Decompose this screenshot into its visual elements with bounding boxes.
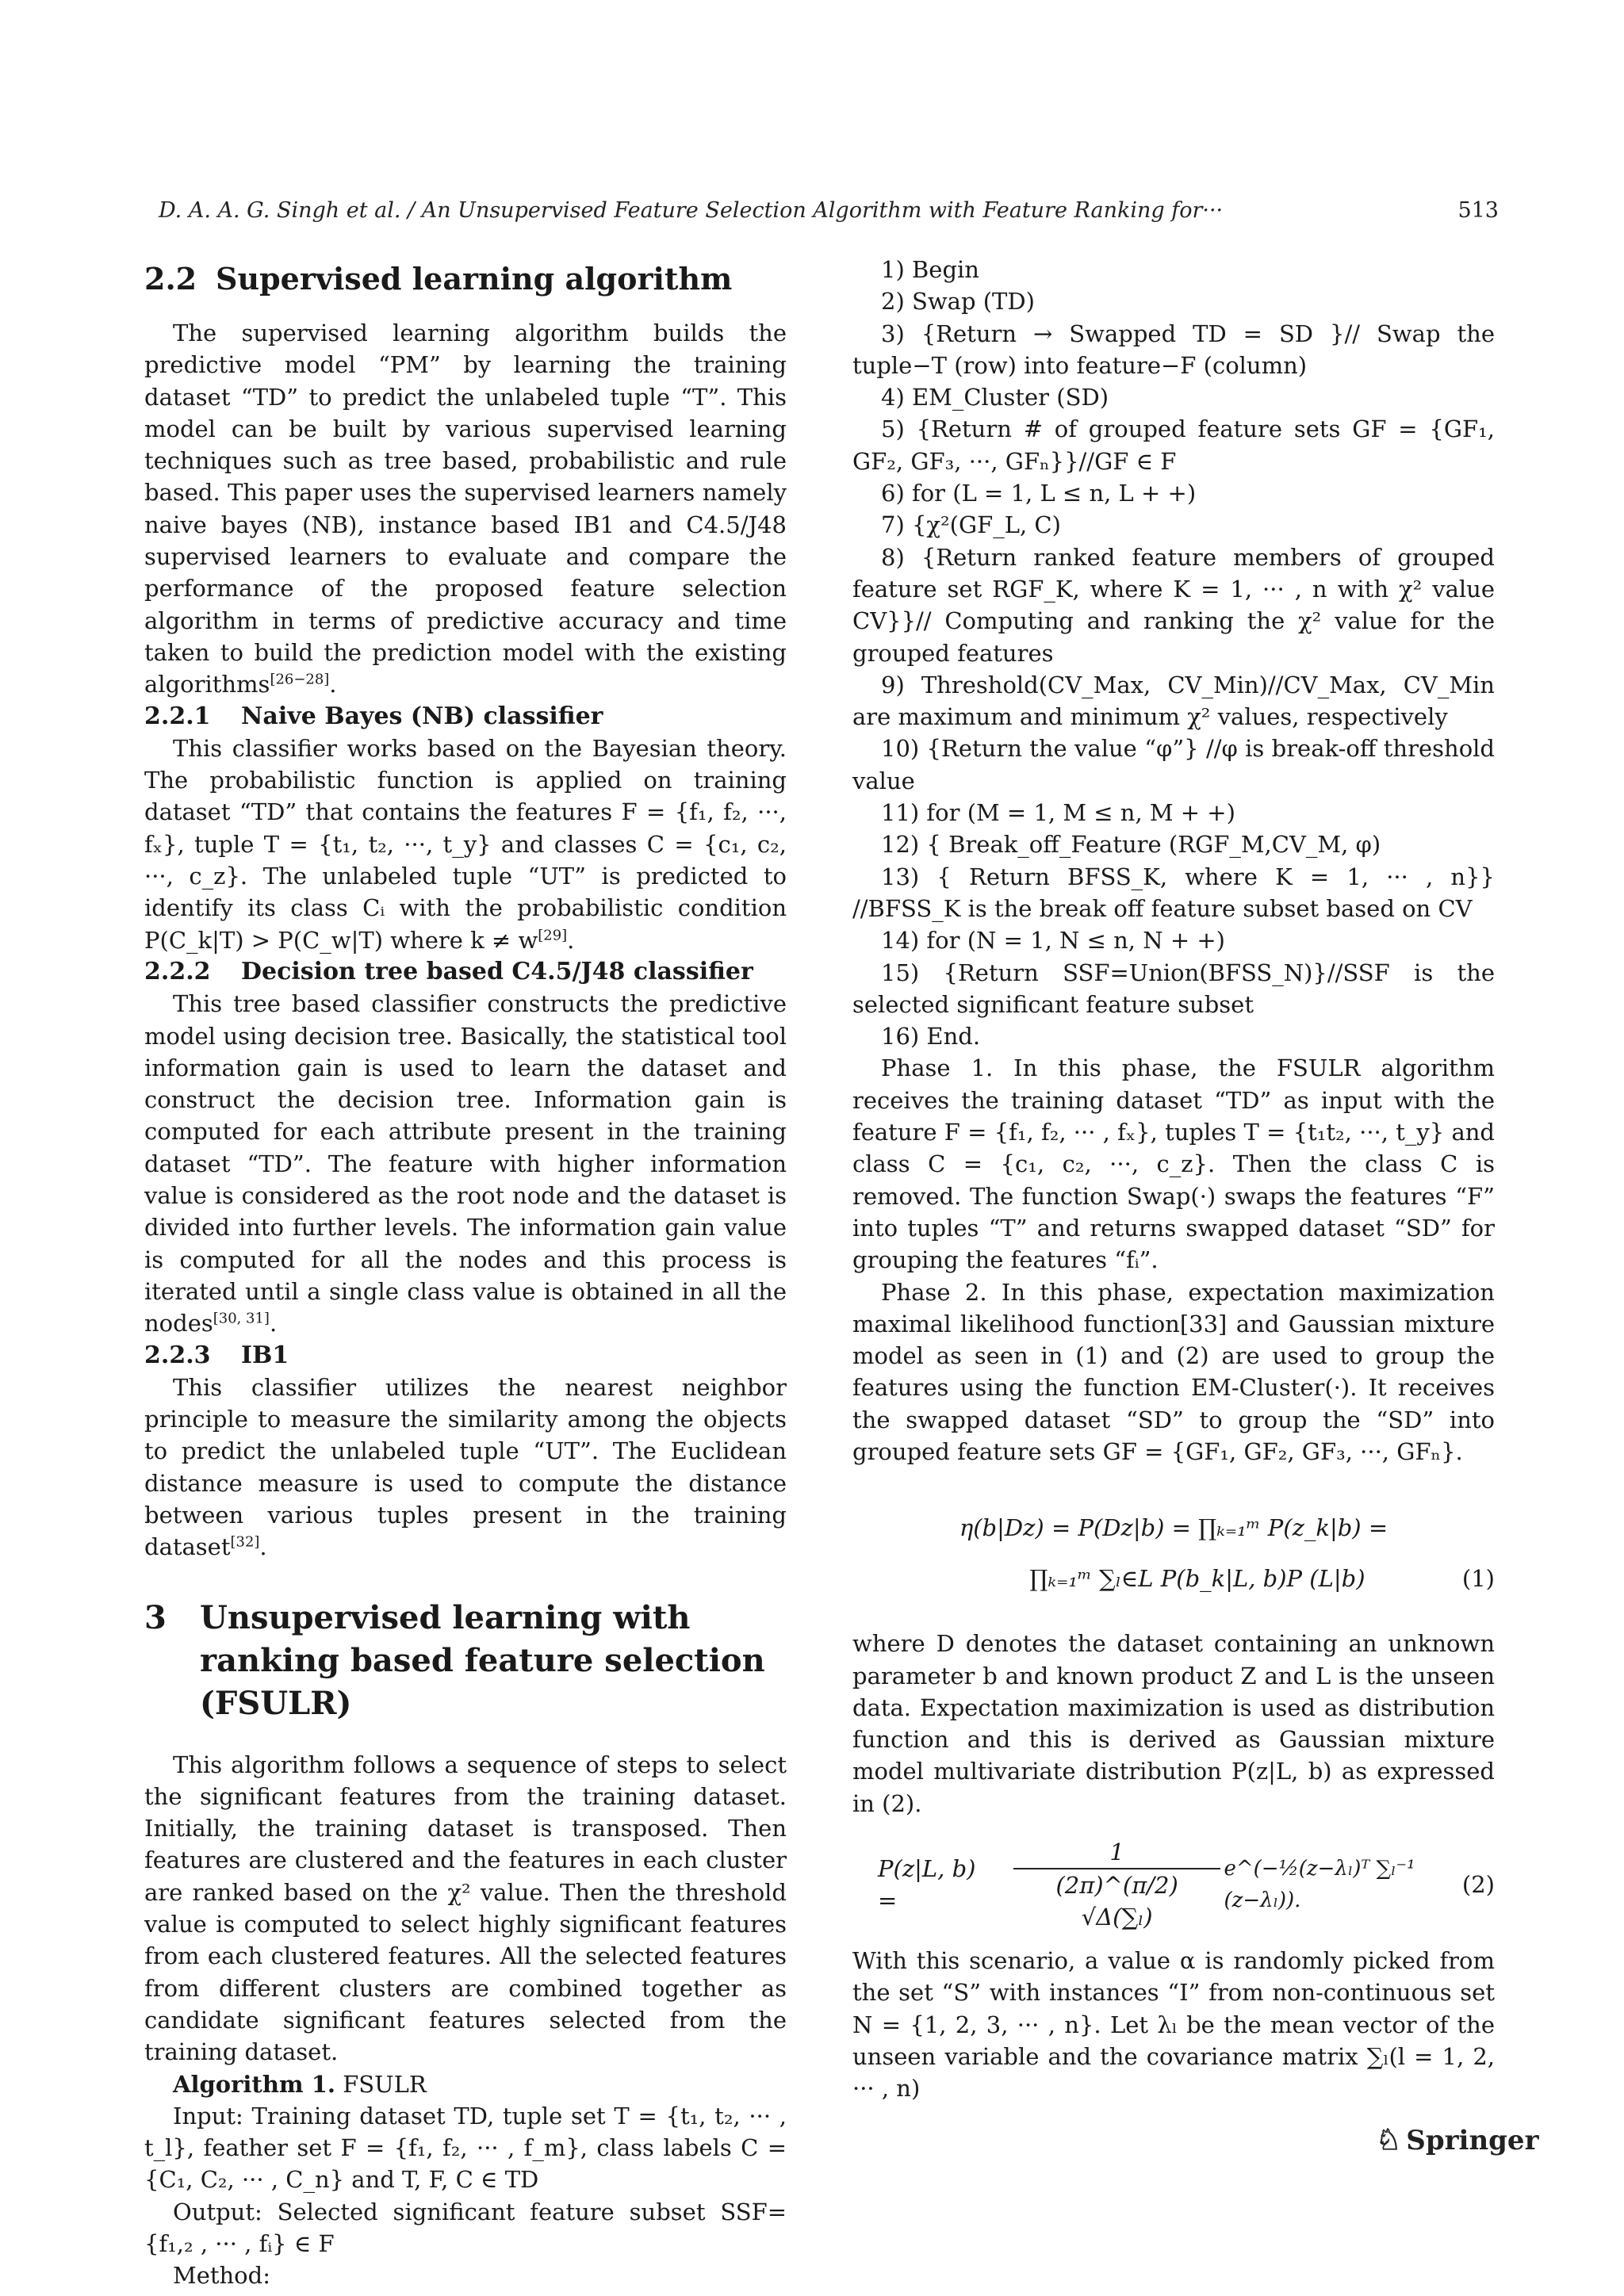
section-2-2-3-heading: 2.2.3 IB1 <box>144 1341 289 1369</box>
section-2-2-2-heading: 2.2.2 Decision tree based C4.5/J48 classifier <box>144 957 753 985</box>
algorithm-step: 9) Threshold(CV_Max, CV_Min)//CV_Max, CV_Min are maximum and minimum χ² values, respectively <box>852 671 1495 731</box>
algorithm-step: 10) {Return the value “φ”} //φ is break-off threshold value <box>852 735 1495 794</box>
algorithm-steps <box>852 254 1495 1052</box>
springer-logo: ♘ Springer <box>1376 2123 1539 2156</box>
section-2-2-3-paragraph: This classifier utilizes the nearest neighbor principle to measure the similarity among the objects to predict the unlabeled tuple “UT”. The Euclidean distance measure is used to compute the distance between various tuples present in the training dataset[32]. <box>144 1373 787 1561</box>
equation-1-line-1: η(b|Dz) = P(Dz|b) = ∏ₖ₌₁ᵐ P(z_k|b) = <box>959 1514 1388 1542</box>
phase-2-paragraph: Phase 2. In this phase, expectation maximization maximal likelihood function[33] and Gaussian mixture model as seen in (1) and (2) are used to group the features using the function EM-Cluster(·). It receives the swapped dataset “SD” to group the “SD” into grouped feature sets GF = {GF₁, GF₂, GF₃, ···, GFₙ}. <box>852 1278 1495 1465</box>
algorithm-step: 7) {χ²(GF_L, C) <box>881 511 1061 539</box>
section-3-heading: 3 Unsupervised learning with ranking based feature selection (FSULR) <box>144 1598 765 1722</box>
algorithm-step: 4) EM_Cluster (SD) <box>881 384 1109 411</box>
algorithm-input: Input: Training dataset TD, tuple set T = {t₁, t₂, ··· , t_l}, feather set F = {f₁, f₂, ··· , f_m}, class labels C = {C₁, C₂, ··· , C_n} and T, F, C ∈ TD <box>144 2102 787 2194</box>
algorithm-step: 5) {Return # of grouped feature sets GF = {GF₁, GF₂, GF₃, ···, GFₙ}}//GF ∈ F <box>852 415 1495 475</box>
section-2-2-1-heading: 2.2.1 Naive Bayes (NB) classifier <box>144 702 603 730</box>
algorithm-title: Algorithm 1. FSULR <box>173 2070 427 2098</box>
equation-2 <box>852 1838 1495 1931</box>
algorithm-step: 15) {Return SSF=Union(BFSS_N)}//SSF is the selected significant feature subset <box>852 959 1495 1018</box>
equation-1 <box>852 1502 1495 1604</box>
section-2-2-heading: 2.2 Supervised learning algorithm <box>144 261 733 297</box>
algorithm-output: Output: Selected significant feature subset SSF= {f₁,₂ , ··· , fᵢ} ∈ F <box>144 2198 787 2258</box>
algorithm-step: 12) { Break_off_Feature (RGF_M,CV_M, φ) <box>881 831 1381 859</box>
algorithm-step: 1) Begin <box>881 256 979 283</box>
equation-1-line-2: ∏ₖ₌₁ᵐ ∑ₗ∈L P(b_k|L, b)P (L|b) (1) <box>852 1553 1495 1604</box>
section-2-2-2-paragraph: This tree based classifier constructs the predictive model using decision tree. Basically, the statistical tool information gain is used to learn the dataset and construct the decision tree. Information gain is computed for each attribute present in the training dataset “TD”. The feature with higher information value is considered as the root node and the dataset is divided into further levels. The information gain value is computed for all the nodes and this process is iterated until a single class value is obtained in all the nodes[30, 31]. <box>144 990 787 1337</box>
algorithm-step: 2) Swap (TD) <box>881 288 1035 316</box>
equation-2-exponential: e^(−½(z−λₗ)ᵀ ∑ₗ⁻¹ (z−λₗ)). <box>1224 1856 1415 1913</box>
running-title: D. A. A. G. Singh et al. / An Unsupervised Feature Selection Algorithm with Feature Ranking for··· <box>159 198 1224 223</box>
equation-2-lhs: P(z|L, b) = <box>878 1854 976 1915</box>
equation-1-explanation: where D denotes the dataset containing an unknown parameter b and known product Z and L is the unseen data. Expectation maximization is used as distribution function and this is derived as Gaussian mixture model multivariate distribution P(z|L, b) as expressed in (2). <box>852 1630 1495 1817</box>
algorithm-step: 6) for (L = 1, L ≤ n, L + +) <box>881 480 1197 507</box>
springer-horse-icon: ♘ <box>1376 2123 1402 2156</box>
algorithm-step: 8) {Return ranked feature members of grouped feature set RGF_K, where K = 1, ··· , n with χ² value CV}}// Computing and ranking the χ² value for the grouped features <box>852 543 1495 667</box>
algorithm-step: 11) for (M = 1, M ≤ n, M + +) <box>881 799 1235 827</box>
section-2-2-1-paragraph: This classifier works based on the Bayesian theory. The probabilistic function is applied on training dataset “TD” that contains the features F = {f₁, f₂, ···, fₓ}, tuple T = {t₁, t₂, ···, t_y} and classes C = {c₁, c₂, ···, c_z}. The unlabeled tuple “UT” is predicted to identify its class Cᵢ with the probabilistic condition P(C_k|T) > P(C_w|T) where k ≠ w[29]. <box>144 734 787 954</box>
equation-2-fraction: $\frac{1}{\text{(2π)\textasciicircum{}(π/2) √Δ(∑ₗ)}}$ <box>1013 1836 1221 1934</box>
section-3-paragraph: This algorithm follows a sequence of steps to select the significant features from the training dataset. Initially, the training dataset is transposed. Then features are clustered and the features in each cluster are ranked based on the χ² value. Then the threshold value is computed to select highly significant features from each clustered features. All the selected features from different clusters are combined together as candidate significant features selected from the training dataset. <box>144 1751 787 2066</box>
equation-1-number: (1) <box>1461 1565 1495 1593</box>
page-number: 513 <box>1457 198 1499 223</box>
algorithm-step: 13) { Return BFSS_K, where K = 1, ··· , n}} //BFSS_K is the break off feature subset based on CV <box>852 863 1495 922</box>
phase-1-paragraph: Phase 1. In this phase, the FSULR algorithm receives the training dataset “TD” as input with the feature F = {f₁, f₂, ··· , fₓ}, tuples T = {t₁t₂, ···, t_y} and class C = {c₁, c₂, ···, c_z}. Then the class C is removed. The function Swap(·) swaps the features “F” into tuples “T” and returns swapped dataset “SD” for grouping the features “fᵢ”. <box>852 1054 1495 1274</box>
running-header <box>159 198 1499 223</box>
section-2-2-paragraph: The supervised learning algorithm builds the predictive model “PM” by learning the training dataset “TD” to predict the unlabeled tuple “T”. This model can be built by various supervised learning techniques such as tree based, probabilistic and rule based. This paper uses the supervised learners namely naive bayes (NB), instance based IB1 and C4.5/J48 supervised learners to evaluate and compare the performance of the proposed feature selection algorithm in terms of predictive accuracy and time taken to build the prediction model with the existing algorithms[26−28]. <box>144 320 787 698</box>
algorithm-step: 14) for (N = 1, N ≤ n, N + +) <box>881 927 1225 955</box>
left-column <box>144 254 787 2292</box>
equation-2-explanation: With this scenario, a value α is randomly picked from the set “S” with instances “I” from non-continuous set N = {1, 2, 3, ··· , n}. Let λₗ be the mean vector of the unseen variable and the covariance matrix ∑ₗ(l = 1, 2, ··· , n) <box>852 1947 1495 2103</box>
right-column <box>852 254 1495 2105</box>
algorithm-method: Method: <box>173 2262 270 2290</box>
equation-2-number: (2) <box>1461 1871 1495 1899</box>
algorithm-step: 16) End. <box>881 1023 981 1050</box>
algorithm-step: 3) {Return → Swapped TD = SD }// Swap the tuple−T (row) into feature−F (column) <box>852 320 1495 379</box>
